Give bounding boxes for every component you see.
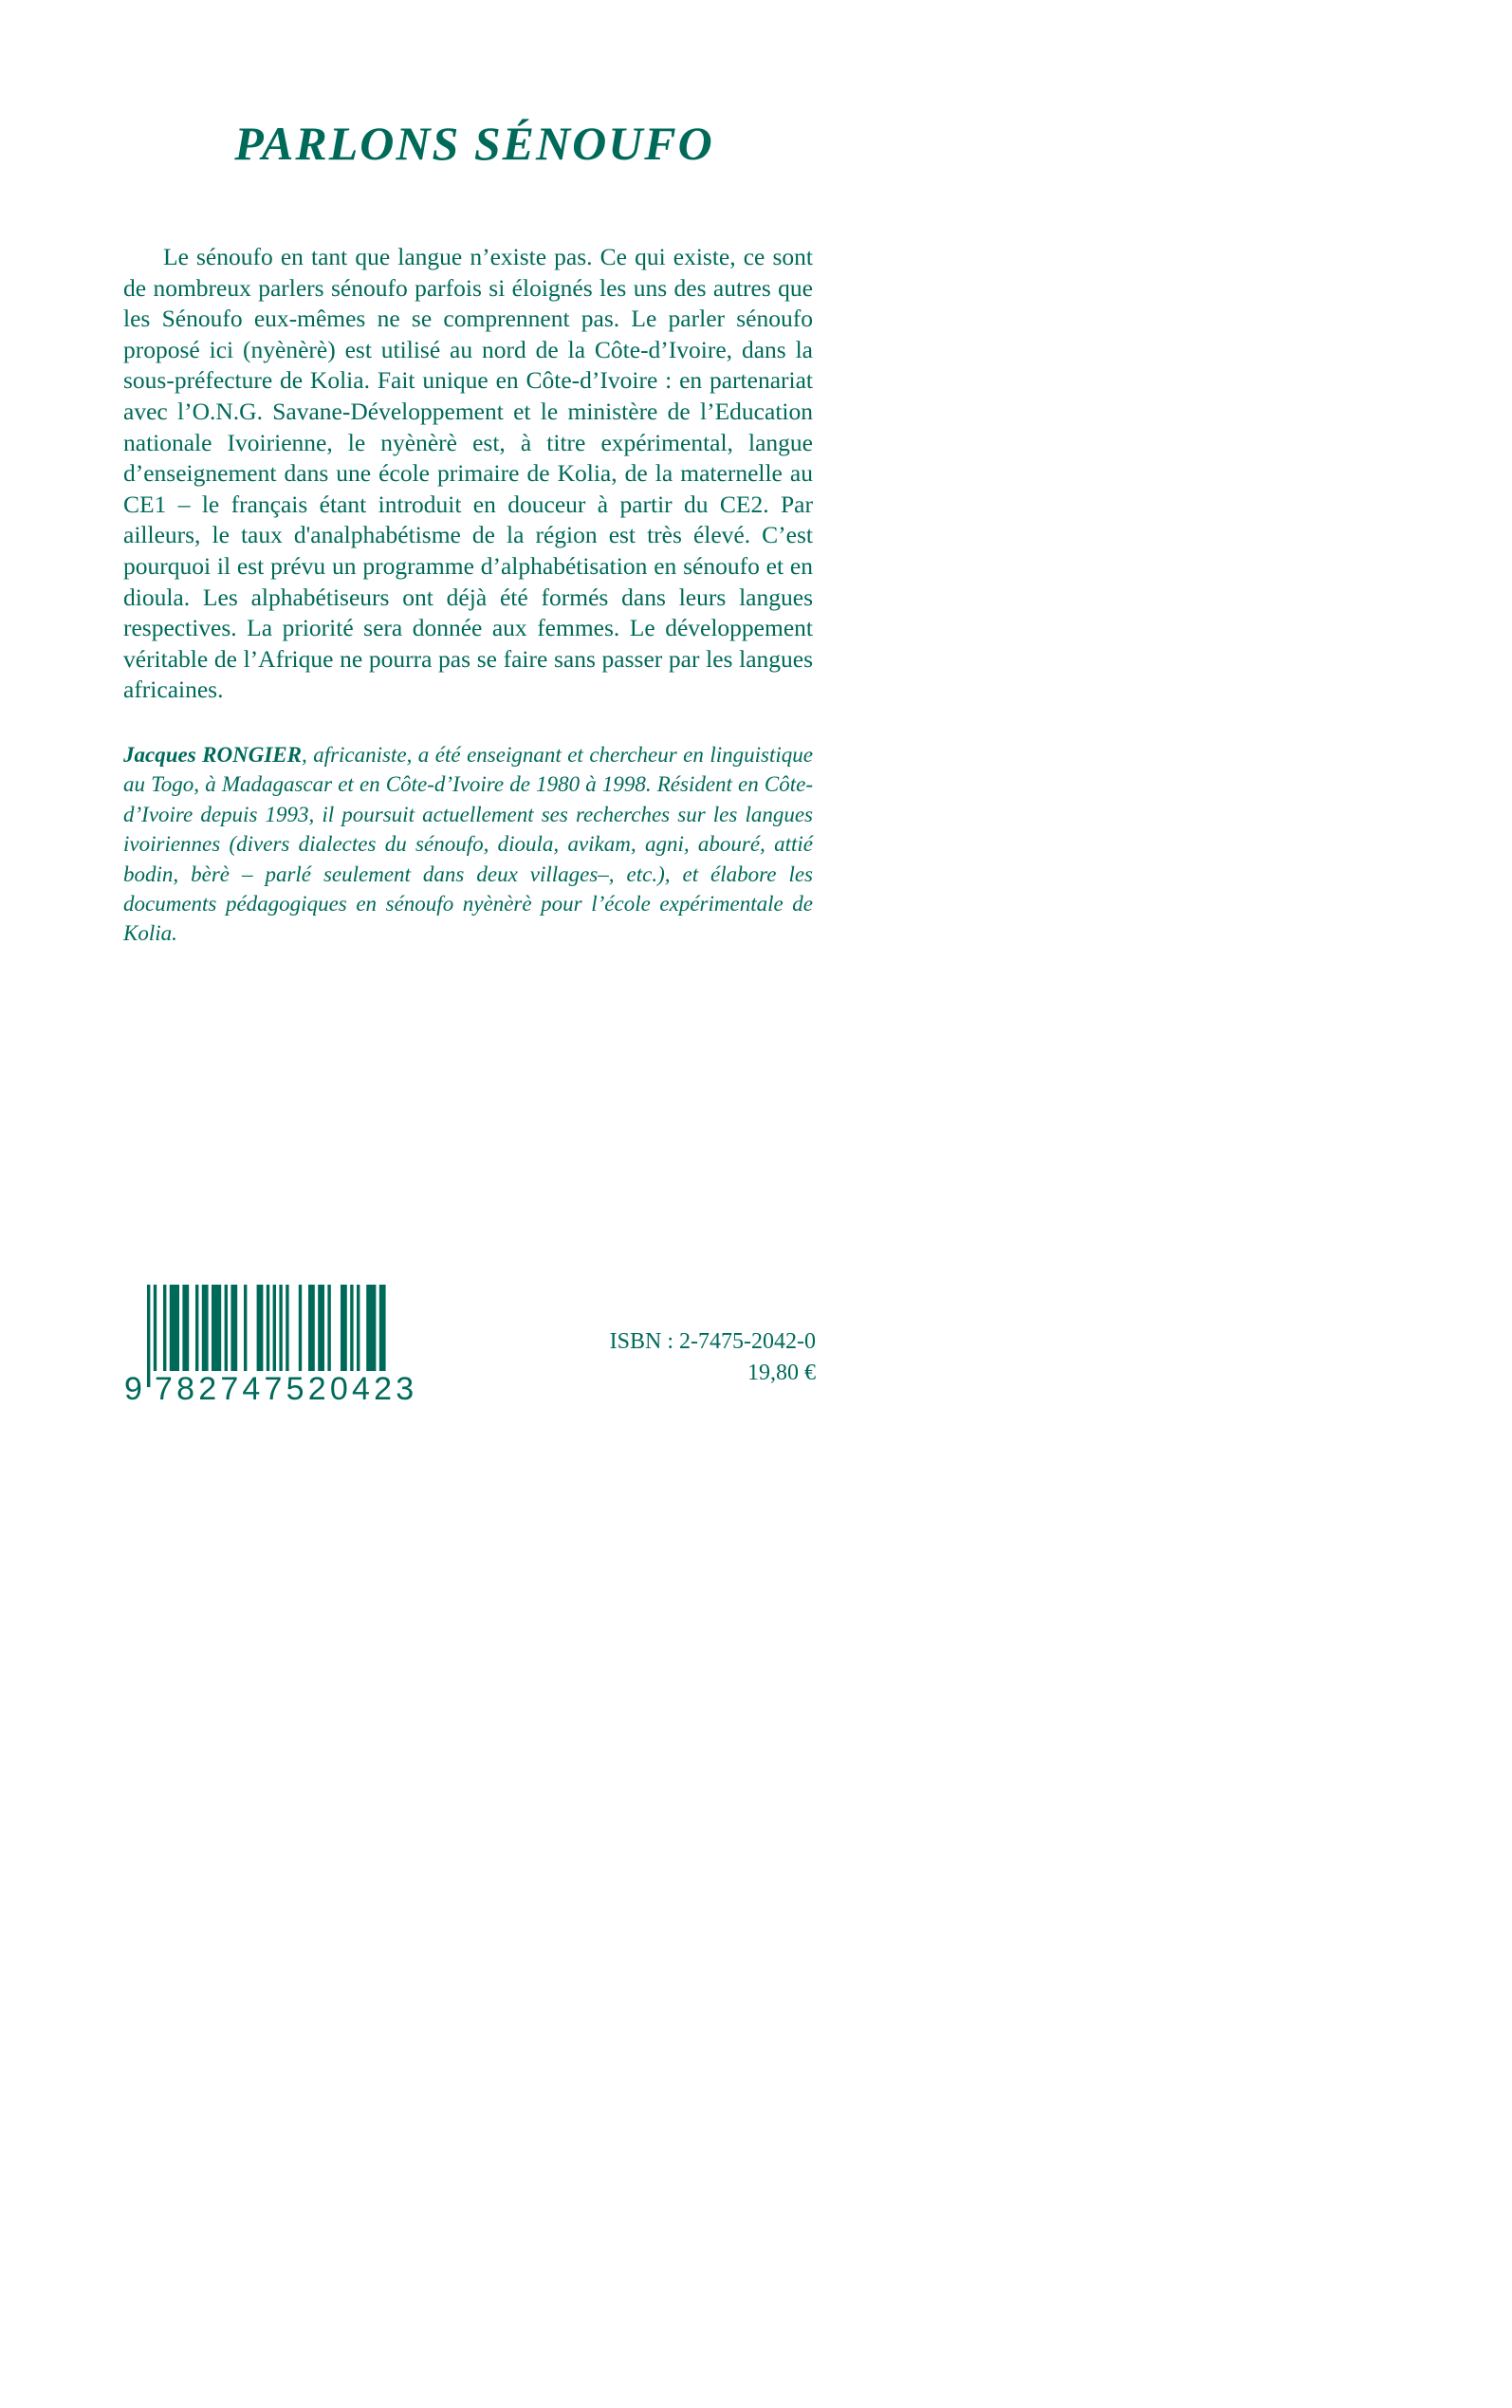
barcode-bar [170, 1285, 179, 1372]
barcode-bar [379, 1285, 386, 1372]
barcode-bar [299, 1285, 302, 1372]
barcode-bar [147, 1285, 150, 1387]
summary-paragraph: Le sénoufo en tant que langue n’existe pas. Ce qui existe, ce sont de nombreux parlers sénoufo parfois si éloignés les uns des autres que les Sénoufo eux-mêmes ne se comprennent pas. Le parler sénoufo proposé ici (nyènèrè) est utilisé au nord de la Côte-d’Ivoire, dans la sous-préfecture de Kolia. Fait unique en Côte-d’Ivoire : en partenariat avec l’O.N.G. Savane-Développement et le ministère de l’Education nationale Ivoirienne, le nyènèrè est, à titre expérimental, langue d’enseignement dans une école primaire de Kolia, de la maternelle au CE1 – le français étant introduit en douceur à partir du CE2. Par ailleurs, le taux d'analphabétisme de la région est très élevé. C’est pourquoi il est prévu un programme d’alphabétisation en sénoufo et en dioula. Les alphabétiseurs ont déjà été formés dans leurs langues respectives. La priorité sera donnée aux femmes. Le développement véritable de l’Afrique ne pourra pas se faire sans passer par les langues africaines. [123, 243, 813, 704]
barcode-bar [357, 1285, 360, 1372]
barcode-bar [195, 1285, 198, 1372]
barcode-digits: 782747520423 [151, 1371, 421, 1408]
book-summary [123, 242, 813, 706]
barcode-bar [163, 1285, 166, 1372]
barcode-bar [202, 1285, 209, 1372]
barcode-bar [182, 1285, 189, 1372]
barcode-bar [230, 1285, 237, 1372]
barcode-bar [267, 1285, 269, 1372]
author-bio-text: , africaniste, a été enseignant et chercheur en linguistique au Togo, à Madagascar et en Côte-d’Ivoire de 1980 à 1998. Résident en Côte-d’Ivoire depuis 1993, il poursuit actuellement ses recherches sur les langues ivoiriennes (divers dialectes du sénoufo, dioula, avikam, agni, abouré, attié bodin, bèrè – parlé seulement dans deux villages–, etc.), et élabore les documents pédagogiques en sénoufo nyènèrè pour l’école expérimentale de Kolia. [123, 743, 813, 946]
barcode-bar [318, 1285, 324, 1372]
barcode-bar [341, 1285, 347, 1372]
book-title: PARLONS SÉNOUFO [234, 117, 714, 170]
author-bio [123, 740, 813, 949]
barcode-bar [225, 1285, 228, 1372]
barcode [124, 1285, 418, 1407]
barcode-bar [366, 1285, 376, 1372]
author-name: Jacques RONGIER [123, 743, 302, 767]
barcode-bar [327, 1285, 330, 1372]
price: 19,80 € [747, 1361, 816, 1385]
barcode-first-digit: 9 [124, 1371, 142, 1407]
barcode-bar [273, 1285, 276, 1372]
barcode-bar [308, 1285, 315, 1372]
barcode-bar [350, 1285, 353, 1372]
barcode-bar [257, 1285, 264, 1372]
barcode-bar [244, 1285, 247, 1372]
barcode-bar [212, 1285, 221, 1372]
isbn: ISBN : 2-7475-2042-0 [609, 1329, 816, 1354]
